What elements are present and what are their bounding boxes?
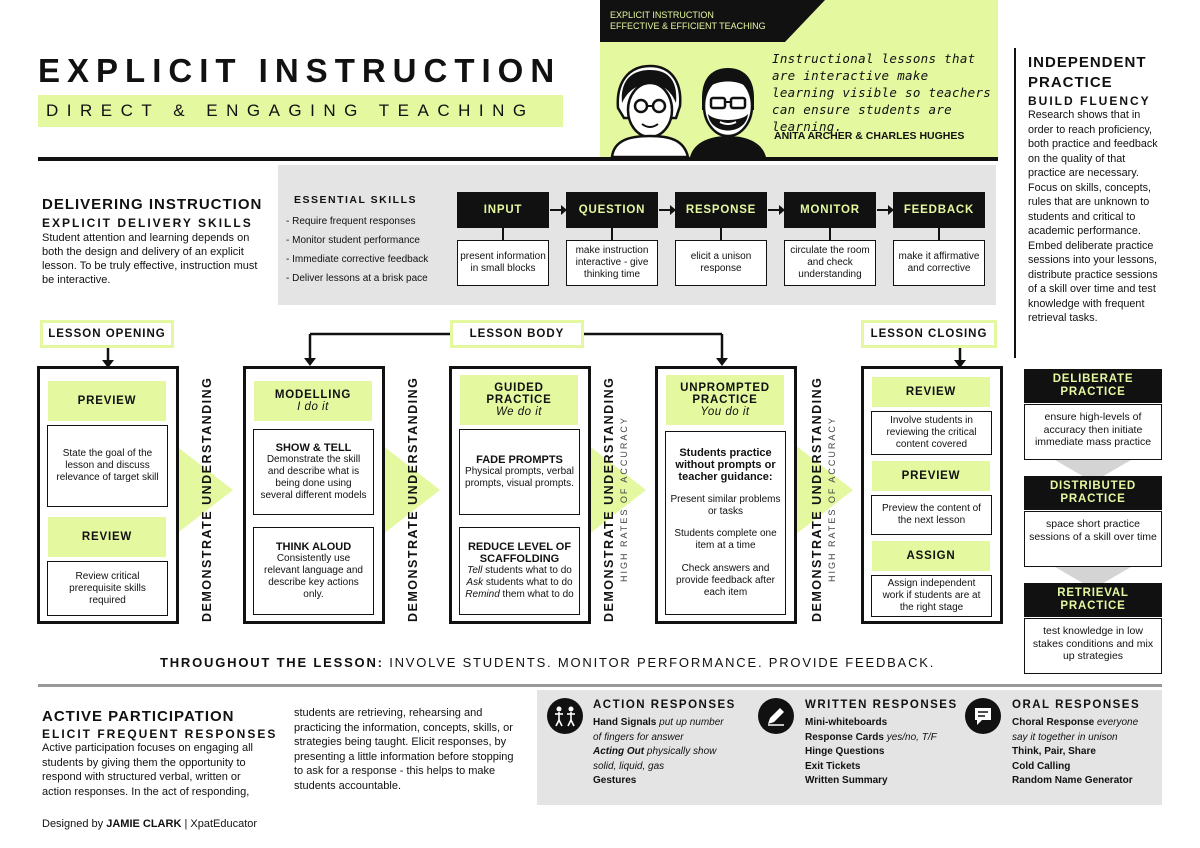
active-body-1: Active participation focuses on engaging all students by giving them the opportunity to respond with structured verbal, written or action responses. In the act of responding, xyxy=(42,742,253,798)
show-tell-title: SHOW & TELL xyxy=(275,442,352,454)
oral-item xyxy=(1012,774,1138,789)
closing-review-box: Involve students in reviewing the critical content covered xyxy=(871,411,992,455)
page-title: EXPLICIT INSTRUCTION xyxy=(38,52,562,89)
column-guided-practice xyxy=(449,366,591,624)
modelling-title: MODELLING xyxy=(274,389,352,401)
speech-bubble-icon xyxy=(965,698,1001,734)
step-input-desc: present information in small blocks xyxy=(457,240,549,286)
think-aloud-text: Consistently use relevant language and describe key actions only. xyxy=(264,553,363,600)
action-item xyxy=(593,731,724,746)
deliberate-practice-desc: ensure high-levels of accuracy then initiate immediate mass practice xyxy=(1024,404,1162,460)
opening-review-head xyxy=(48,517,166,557)
unprompted-point: Students complete one item at a time xyxy=(674,528,777,552)
step-monitor-desc: circulate the room and check understanding xyxy=(784,240,876,286)
demonstrate-understanding-label: DEMONSTRATE UNDERSTANDING xyxy=(810,376,824,622)
reduce-scaffolding-title: REDUCE LEVEL OF SCAFFOLDING xyxy=(467,541,572,565)
action-people-icon xyxy=(547,698,583,734)
quote-tag-line2: EFFECTIVE & EFFICIENT TEACHING xyxy=(610,21,766,31)
high-accuracy-label: HIGH RATES OF ACCURACY xyxy=(827,416,837,582)
step-arrows xyxy=(457,192,987,242)
oral-responses-title: ORAL RESPONSES xyxy=(1012,699,1141,711)
quote-text: Instructional lessons that are interactive make learning visible so teachers can ensure students are learning. xyxy=(772,51,992,134)
step-question: QUESTION xyxy=(566,192,658,228)
closing-preview-box: Preview the content of the next lesson xyxy=(871,495,992,535)
action-item xyxy=(593,745,724,760)
unprompted-point: Check answers and provide feedback after each item xyxy=(676,563,775,599)
show-tell-text: Demonstrate the skill and describe what is being done using several different models xyxy=(260,454,367,501)
modelling-head xyxy=(254,381,372,421)
step-input: INPUT xyxy=(457,192,549,228)
guided-title: GUIDED PRACTICE xyxy=(486,382,552,406)
written-item-note: yes/no, T/F xyxy=(883,731,937,743)
scaffold-line xyxy=(464,577,575,589)
credit-separator: | xyxy=(181,818,191,830)
closing-preview-head xyxy=(872,461,990,491)
column-lesson-opening xyxy=(37,366,179,624)
scaffold-verb: Ask xyxy=(466,577,484,588)
opening-preview-title: PREVIEW xyxy=(77,395,137,407)
demonstrate-understanding-label: DEMONSTRATE UNDERSTANDING xyxy=(602,376,616,622)
independent-divider xyxy=(1014,48,1016,358)
quote-tag-line1: EXPLICIT INSTRUCTION xyxy=(610,10,714,20)
active-title: ACTIVE PARTICIPATION xyxy=(42,708,235,725)
step-response-desc: elicit a unison response xyxy=(675,240,767,286)
page-subtitle: DIRECT & ENGAGING TEACHING xyxy=(38,95,563,127)
action-item xyxy=(593,716,724,731)
demonstrate-understanding-label: DEMONSTRATE UNDERSTANDING xyxy=(406,376,420,622)
opening-review-box: Review critical prerequisite skills required xyxy=(47,561,168,616)
oral-item xyxy=(1012,760,1138,775)
unprompted-title: UNPROMPTED PRACTICE xyxy=(680,382,770,406)
quote-tag-corner xyxy=(785,0,825,42)
retrieval-practice-head: RETRIEVAL PRACTICE xyxy=(1024,583,1162,617)
action-responses-list xyxy=(593,716,724,789)
distributed-practice-head: DISTRIBUTED PRACTICE xyxy=(1024,476,1162,510)
action-item-name: Acting Out xyxy=(593,746,645,757)
column-modelling xyxy=(243,366,385,624)
pencil-icon xyxy=(758,698,794,734)
modelling-subtitle: I do it xyxy=(297,401,329,413)
skill-item: - Monitor student performance xyxy=(286,235,420,246)
closing-assign-head xyxy=(872,541,990,571)
flow-chevron xyxy=(795,445,853,535)
action-item-name: Gestures xyxy=(593,775,637,786)
oral-item-name: Random Name Generator xyxy=(1012,775,1133,786)
scaffold-verb: Remind xyxy=(465,589,500,600)
step-monitor: MONITOR xyxy=(784,192,876,228)
opening-preview-head xyxy=(48,381,166,421)
guided-head xyxy=(460,375,578,425)
header-divider xyxy=(38,157,998,161)
written-responses-title: WRITTEN RESPONSES xyxy=(805,699,958,711)
throughout-label: THROUGHOUT THE LESSON: xyxy=(160,655,384,670)
skill-item: - Require frequent responses xyxy=(286,216,416,227)
closing-review-title: REVIEW xyxy=(905,386,957,398)
skills-title: ESSENTIAL SKILLS xyxy=(294,194,417,206)
column-lesson-closing xyxy=(861,366,1003,624)
delivering-title: DELIVERING INSTRUCTION xyxy=(42,196,263,213)
credit-author: JAMIE CLARK xyxy=(106,818,182,830)
oral-item-name: Cold Calling xyxy=(1012,760,1071,772)
action-item-note: physically show xyxy=(644,746,717,757)
step-question-desc: make instruction interactive - give thinking time xyxy=(566,240,658,286)
action-item-name: Hand Signals xyxy=(593,717,657,728)
guided-subtitle: We do it xyxy=(496,406,542,418)
oral-item-note: everyone xyxy=(1094,717,1139,728)
scaffold-text: them what to do xyxy=(499,589,574,600)
written-item: Hinge Questions xyxy=(805,746,885,757)
oral-item-note: say it together in unison xyxy=(1012,731,1118,743)
skills-list xyxy=(286,212,428,288)
skill-item: - Immediate corrective feedback xyxy=(286,254,429,265)
closing-assign-box: Assign independent work if students are at the right stage xyxy=(871,575,992,617)
unprompted-subtitle: You do it xyxy=(700,406,750,418)
skill-item: - Deliver lessons at a brisk pace xyxy=(286,273,428,284)
written-responses-list xyxy=(805,716,937,789)
action-responses-title: ACTION RESPONSES xyxy=(593,699,736,711)
quote-author: ANITA ARCHER & CHARLES HUGHES xyxy=(774,130,965,142)
independent-subtitle: BUILD FLUENCY xyxy=(1028,94,1151,108)
closing-review-head xyxy=(872,377,990,407)
unprompted-point: Present similar problems or tasks xyxy=(670,493,781,517)
scaffold-text: students what to do xyxy=(483,577,573,588)
bottom-divider xyxy=(38,684,1162,687)
think-aloud-title: THINK ALOUD xyxy=(275,541,352,553)
reduce-scaffolding-box xyxy=(459,527,580,615)
distributed-practice-desc: space short practice sessions of a skill over time xyxy=(1024,511,1162,567)
unprompted-box-title: Students practice without prompts or teacher guidance: xyxy=(675,446,776,483)
oral-item xyxy=(1012,731,1138,746)
action-item xyxy=(593,774,724,789)
oral-item-name: Choral Response xyxy=(1012,717,1095,728)
think-aloud-box xyxy=(253,527,374,615)
phase-lesson-opening: LESSON OPENING xyxy=(40,320,174,348)
demonstrate-understanding-label: DEMONSTRATE UNDERSTANDING xyxy=(200,376,214,622)
delivering-subtitle: EXPLICIT DELIVERY SKILLS xyxy=(42,216,253,230)
oral-item xyxy=(1012,745,1138,760)
flow-chevron xyxy=(588,445,646,535)
oral-responses-list xyxy=(1012,716,1138,789)
independent-body: Research shows that in order to reach proficiency, both practice and feedback on the quality of that practice are necessary. Focus on skills, concepts, rules that are unknown to students and critical to academic performance. Embed deliberate practice sessions into your lessons, distribute practice sessions of a skill over time and test knowledge with frequent retrieval tasks. xyxy=(1028,109,1158,324)
scaffold-verb: Tell xyxy=(467,565,483,576)
phase-lesson-body: LESSON BODY xyxy=(450,320,584,348)
active-subtitle: ELICIT FREQUENT RESPONSES xyxy=(42,727,278,741)
credit-prefix: Designed by xyxy=(42,818,107,830)
closing-preview-title: PREVIEW xyxy=(901,470,961,482)
written-item: Written Summary xyxy=(805,775,888,786)
step-feedback: FEEDBACK xyxy=(893,192,985,228)
fade-prompts-title: FADE PROMPTS xyxy=(476,454,563,466)
written-item-name: Response Cards xyxy=(805,731,884,743)
authors-portrait-illustration xyxy=(610,48,770,157)
written-item: Mini-whiteboards xyxy=(805,717,888,728)
delivering-body: Student attention and learning depends on both the design and delivery of an explicit lesson. To be truly effective, instruction must be interactive. xyxy=(42,232,258,286)
throughout-text: INVOLVE STUDENTS. MONITOR PERFORMANCE. PROVIDE FEEDBACK. xyxy=(389,655,936,670)
action-item-note: of fingers for answer xyxy=(593,731,684,743)
unprompted-head xyxy=(666,375,784,425)
closing-assign-title: ASSIGN xyxy=(906,550,956,562)
oral-item-name: Think, Pair, Share xyxy=(1012,746,1096,757)
action-item xyxy=(593,760,724,775)
step-response: RESPONSE xyxy=(675,192,767,228)
designer-credit xyxy=(42,818,257,830)
retrieval-practice-desc: test knowledge in low stakes conditions and mix up strategies xyxy=(1024,618,1162,674)
unprompted-box xyxy=(665,431,786,615)
credit-org: XpatEducator xyxy=(190,818,258,830)
written-item: Exit Tickets xyxy=(805,760,861,772)
deliberate-practice-head: DELIBERATE PRACTICE xyxy=(1024,369,1162,403)
fade-prompts-text: Physical prompts, verbal prompts, visual prompts. xyxy=(465,466,574,489)
written-item xyxy=(805,731,937,746)
throughout-line xyxy=(160,655,935,670)
phase-lesson-closing: LESSON CLOSING xyxy=(861,320,997,348)
active-body-2: students are retrieving, rehearsing and practicing the information, concepts, skills, or strategies being taught. Elicit responses, by presenting a little information before stopping to ask for a response - this helps to make students accountable. xyxy=(294,707,514,792)
opening-review-title: REVIEW xyxy=(81,531,133,543)
scaffold-line xyxy=(464,589,575,601)
column-unprompted-practice xyxy=(655,366,797,624)
opening-preview-box: State the goal of the lesson and discuss relevance of target skill xyxy=(47,425,168,507)
independent-title: INDEPENDENT PRACTICE xyxy=(1028,54,1147,91)
quote-tag xyxy=(600,0,785,42)
high-accuracy-label: HIGH RATES OF ACCURACY xyxy=(619,416,629,582)
show-tell-box xyxy=(253,429,374,515)
oral-item xyxy=(1012,716,1138,731)
scaffold-line xyxy=(464,565,575,577)
fade-prompts-box xyxy=(459,429,580,515)
action-item-note: solid, liquid, gas xyxy=(593,760,665,772)
scaffold-text: students what to do xyxy=(482,565,572,576)
step-feedback-desc: make it affirmative and corrective xyxy=(893,240,985,286)
action-item-note: put up number xyxy=(656,717,724,728)
